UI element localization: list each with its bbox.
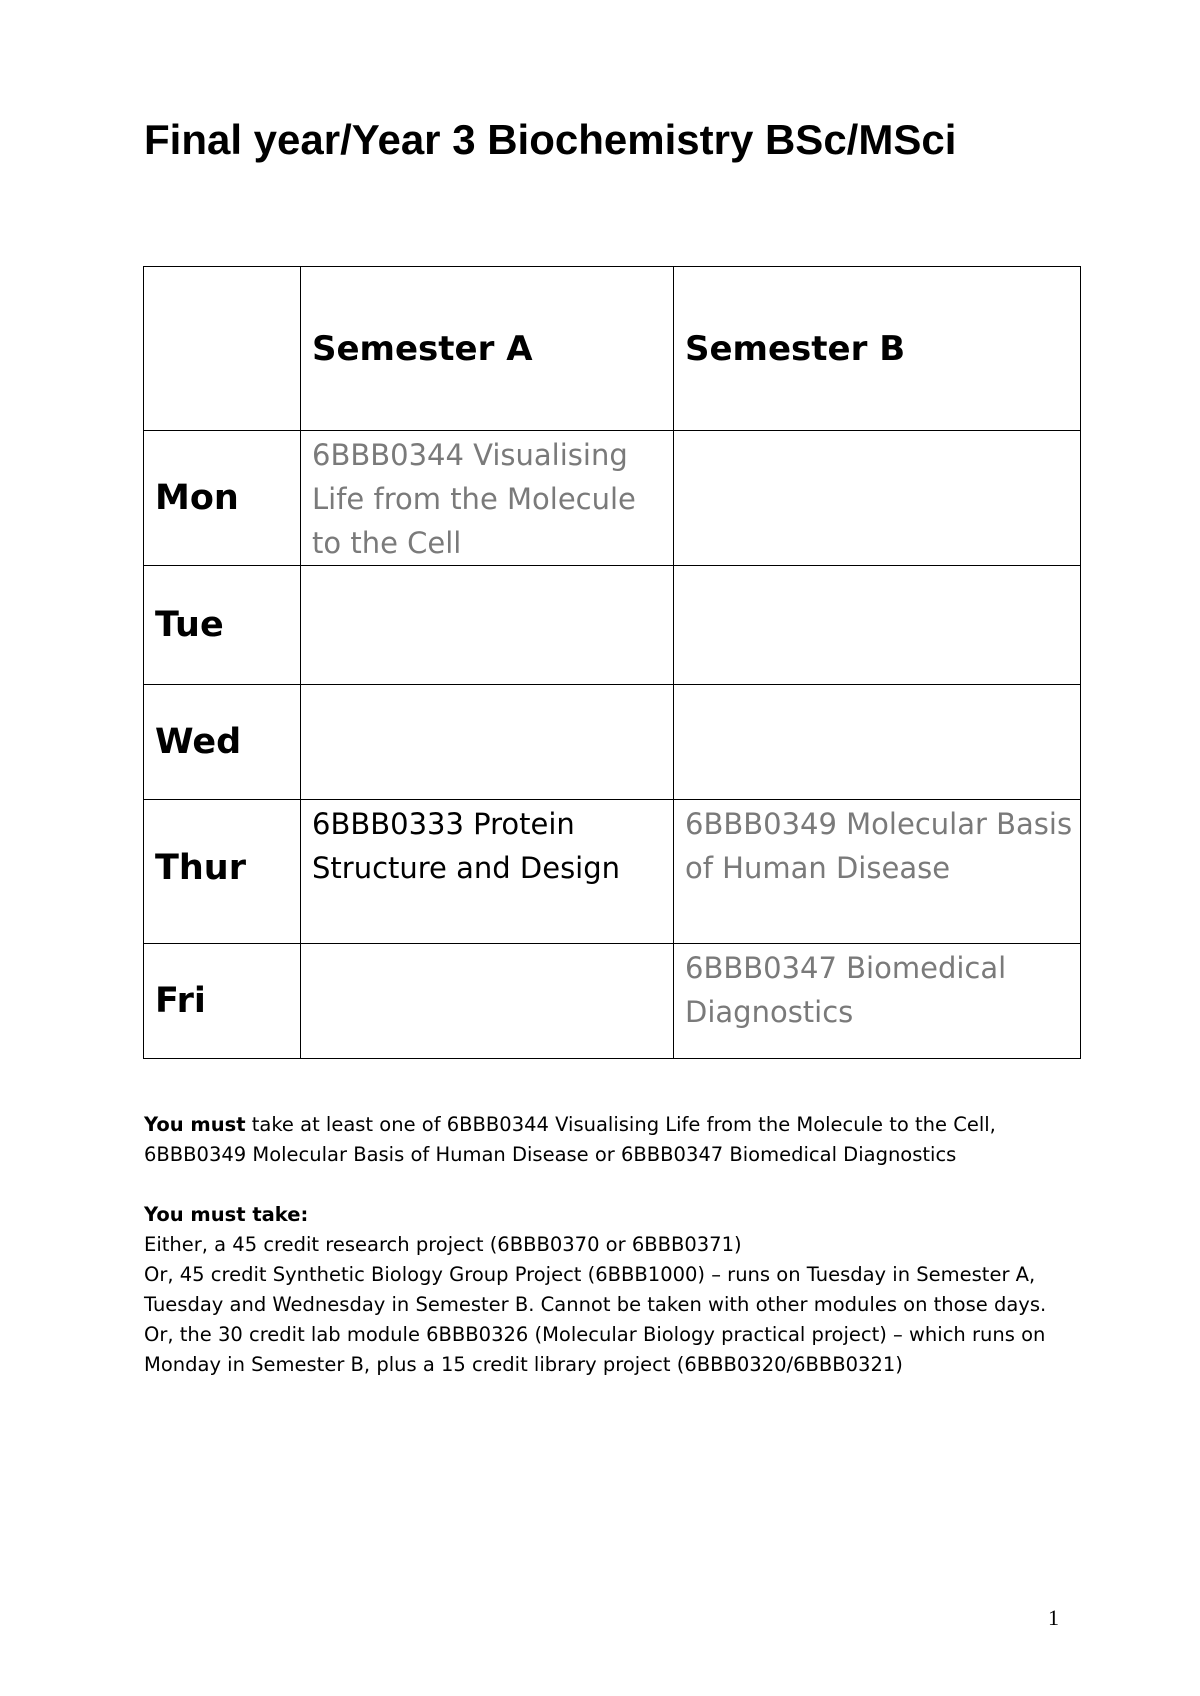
option-line: Or, the 30 credit lab module 6BBB0326 (Molecular Biology practical project) – which runs on (144, 1323, 1046, 1346)
header-semester-a: Semester A (301, 267, 674, 431)
table-row (144, 944, 1081, 1059)
day-label: Wed (144, 685, 301, 800)
requirements-notes (144, 1110, 1104, 1380)
module-cell: 6BBB0333 Protein Structure and Design (301, 800, 674, 944)
module-cell (674, 431, 1081, 566)
module-cell: 6BBB0344 Visualising Life from the Molecule to the Cell (301, 431, 674, 566)
module-cell (301, 944, 674, 1059)
must-one-emphasis: You must (144, 1113, 246, 1136)
module-cell (674, 566, 1081, 685)
option-line: Either, a 45 credit research project (6BBB0370 or 6BBB0371) (144, 1233, 742, 1256)
must-take-heading: You must take: (144, 1203, 309, 1226)
table-row (144, 431, 1081, 566)
page-number: 1 (1048, 1605, 1059, 1630)
day-label: Fri (144, 944, 301, 1059)
module-cell: 6BBB0349 Molecular Basis of Human Disease (674, 800, 1081, 944)
must-one-text: take at least one of 6BBB0344 Visualising Life from the Molecule to the Cell, (245, 1113, 996, 1136)
day-label: Tue (144, 566, 301, 685)
module-cell (301, 566, 674, 685)
table-header-row (144, 267, 1081, 431)
day-label: Mon (144, 431, 301, 566)
must-one-text-continued: 6BBB0349 Molecular Basis of Human Disease or 6BBB0347 Biomedical Diagnostics (144, 1143, 957, 1166)
module-cell (674, 685, 1081, 800)
must-one-paragraph (144, 1110, 1104, 1140)
option-line: Or, 45 credit Synthetic Biology Group Project (6BBB1000) – runs on Tuesday in Semester A, (144, 1263, 1036, 1286)
header-empty-cell (144, 267, 301, 431)
table-row (144, 566, 1081, 685)
header-semester-b: Semester B (674, 267, 1081, 431)
option-line: Tuesday and Wednesday in Semester B. Cannot be taken with other modules on those days. (144, 1293, 1047, 1316)
table-row (144, 800, 1081, 944)
table-row (144, 685, 1081, 800)
day-label: Thur (144, 800, 301, 944)
module-cell: 6BBB0347 Biomedical Diagnostics (674, 944, 1081, 1059)
timetable (143, 266, 1081, 1059)
option-line: Monday in Semester B, plus a 15 credit library project (6BBB0320/6BBB0321) (144, 1353, 903, 1376)
module-cell (301, 685, 674, 800)
page-title: Final year/Year 3 Biochemistry BSc/MSci (144, 116, 957, 163)
